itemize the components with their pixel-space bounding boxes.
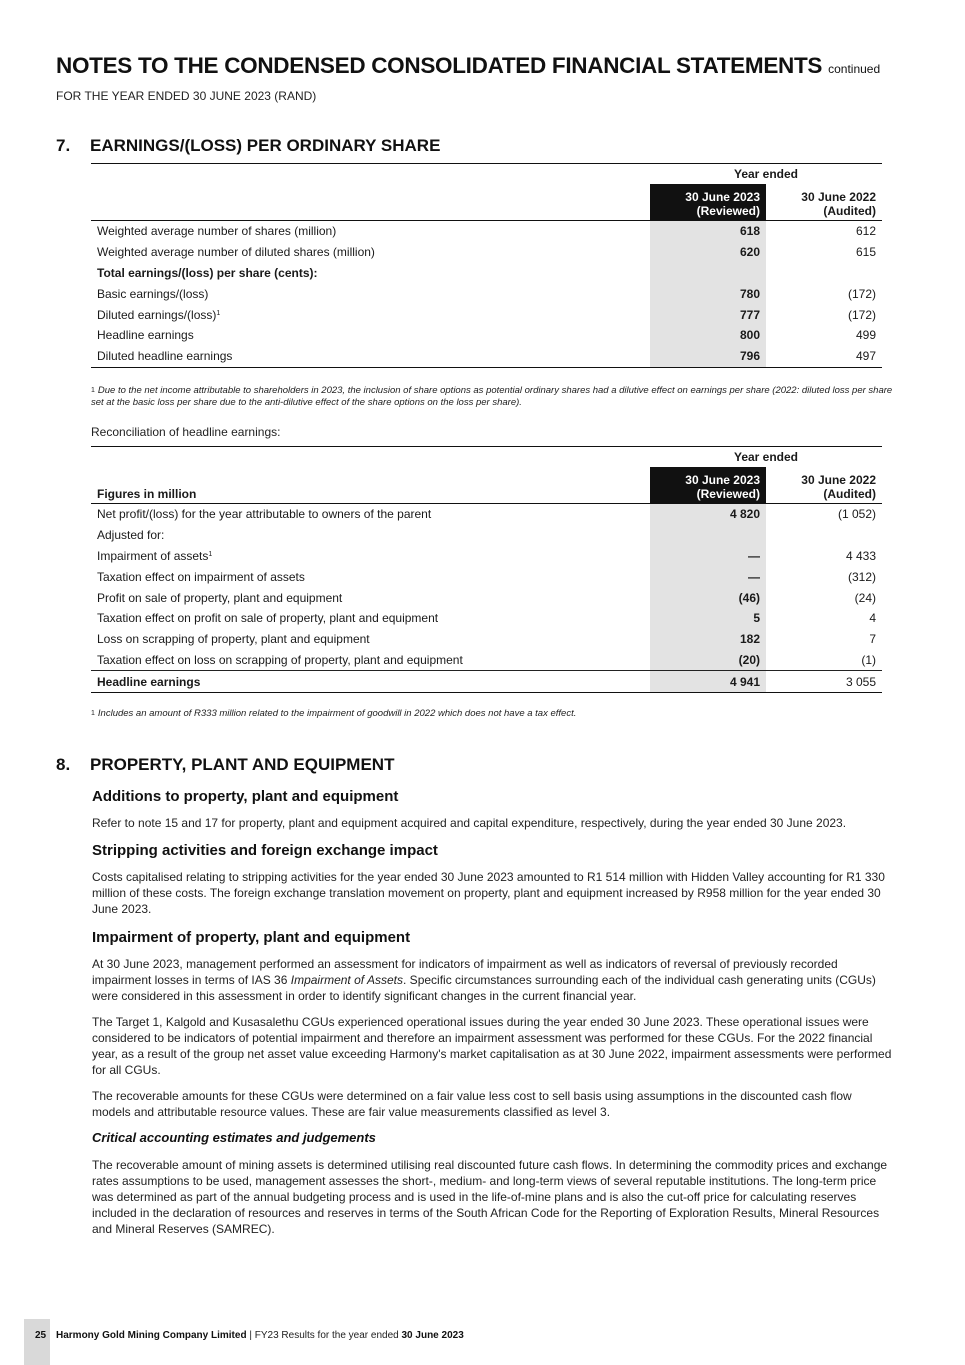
- table-row: [91, 263, 882, 284]
- eps-table: [91, 163, 882, 368]
- value-2022: (312): [847, 569, 876, 584]
- col-header-2023: 30 June 2023 (Reviewed): [650, 184, 766, 221]
- value-2022: 497: [766, 346, 882, 367]
- table-row: [91, 546, 882, 567]
- value-2022: [766, 263, 882, 284]
- page-title: [56, 53, 880, 79]
- headline-footnote: $^1$ Includes an amount of R333 million related to the impairment of goodwill in 2022 which does not have a tax effect.: [91, 708, 577, 719]
- table-row: [91, 325, 882, 346]
- footnote-marker: 1: [216, 309, 221, 317]
- impairment-heading: Impairment of property, plant and equipment: [92, 929, 411, 946]
- value-2022: 4: [869, 611, 876, 626]
- table-row-total: [91, 671, 882, 693]
- note7-heading: [56, 136, 440, 156]
- page-number: 25: [35, 1330, 47, 1341]
- note7-number: 7.: [56, 136, 71, 155]
- value-2023: 796: [650, 346, 766, 367]
- value-2022: (172): [847, 286, 876, 301]
- table-row: [91, 587, 882, 608]
- value-2023: 4 941: [650, 671, 766, 693]
- row-label: Taxation effect on impairment of assets: [97, 569, 305, 584]
- row-label: Adjusted for:: [97, 528, 165, 543]
- value-2023: 618: [650, 221, 766, 242]
- value-2023: 777: [650, 304, 766, 325]
- row-label: Weighted average number of shares (million): [97, 224, 337, 239]
- table-row: [91, 283, 882, 304]
- footer-text: Harmony Gold Mining Company Limited | FY23 Results for the year ended 30 June 2023: [56, 1330, 464, 1341]
- value-2022: 7: [869, 632, 876, 647]
- row-label: Headline earnings: [91, 671, 650, 693]
- table-row: [91, 650, 882, 671]
- value-2023: [650, 263, 766, 284]
- row-label: Weighted average number of diluted shares (million): [97, 245, 375, 260]
- page-subtitle: FOR THE YEAR ENDED 30 JUNE 2023 (RAND): [56, 89, 317, 103]
- critical-text: The recoverable amount of mining assets is determined utilising real discounted future cash flows. In determining the commodity prices and exchange rates assumptions to be used, management assesses the short-, medium- and long-term views of several reputable institutions. The long-term price was determined as part of the annual budgeting process and is used in the life-of-mine plans and is also the cut-off price for calculating reserves included in the declaration of resources and reserves in terms of the South African Code for the Reporting of Exploration Results, Mineral Resources and Mineral Reserves (SAMREC).: [92, 1158, 888, 1236]
- value-2023: 4 820: [650, 504, 766, 525]
- value-2023: 5: [650, 608, 766, 629]
- stripping-text: Costs capitalised relating to stripping activities for the year ended 30 June 2023 amounted to R1 514 million with Hidden Valley accounting for R1 330 million of these costs. The foreign exchange translation movement on property, plant and equipment increased by R958 million for the year ended 30 June 2023.: [92, 870, 885, 916]
- page-title-text: NOTES TO THE CONDENSED CONSOLIDATED FINANCIAL STATEMENTS: [56, 53, 823, 78]
- value-2023: (46): [650, 587, 766, 608]
- note7-title: EARNINGS/(LOSS) PER ORDINARY SHARE: [90, 136, 441, 155]
- headline-earnings-table: [91, 446, 882, 693]
- row-label: Total earnings/(loss) per share (cents):: [97, 265, 318, 280]
- col-header-2022: 30 June 2022 (Audited): [766, 467, 882, 504]
- value-2022: 3 055: [766, 671, 882, 693]
- footnote-marker: 1: [208, 550, 213, 558]
- table-row: [91, 525, 882, 546]
- value-2023: —: [650, 546, 766, 567]
- col-header-2022: 30 June 2022 (Audited): [766, 184, 882, 221]
- impairment-paragraph-1: At 30 June 2023, management performed an assessment for indicators of impairment as well as indicators of reversal of previously recorded impairment losses in terms of IAS 36 Impairment of Assets. Specific circumstances surrounding each of the individual cash generating units (CGUs) were considered in this assessment in order to identify significant changes in the current financial year.: [92, 957, 876, 1003]
- table-row: [91, 566, 882, 587]
- row-label: Taxation effect on profit on sale of property, plant and equipment: [97, 611, 439, 626]
- value-2022: 615: [855, 245, 876, 260]
- footer-bar: [24, 1319, 50, 1365]
- row-label: Headline earnings: [97, 328, 194, 343]
- col-header-2023: 30 June 2023 (Reviewed): [650, 467, 766, 504]
- stripping-heading: Stripping activities and foreign exchange impact: [92, 842, 438, 859]
- table-row: [91, 608, 882, 629]
- row-label: Taxation effect on loss on scrapping of property, plant and equipment: [91, 650, 650, 671]
- value-2022: [766, 525, 882, 546]
- value-2022: 612: [855, 224, 876, 239]
- value-2023: —: [650, 566, 766, 587]
- value-2023: 800: [650, 325, 766, 346]
- note8-heading: [56, 755, 394, 775]
- row-label: Impairment of assets$^1$: [97, 548, 213, 563]
- value-2023: 780: [650, 283, 766, 304]
- additions-text: Refer to note 15 and 17 for property, plant and equipment acquired and capital expenditure, respectively, during the year ended 30 June 2023.: [92, 816, 847, 830]
- value-2022: (1 052): [837, 507, 876, 522]
- value-2022: 4 433: [845, 548, 876, 563]
- table-row: [91, 629, 882, 650]
- reconciliation-intro: Reconciliation of headline earnings:: [91, 425, 281, 439]
- row-label: Loss on scrapping of property, plant and equipment: [97, 632, 370, 647]
- additions-heading: Additions to property, plant and equipment: [92, 788, 399, 805]
- table-row: [91, 221, 882, 242]
- row-label: Basic earnings/(loss): [97, 286, 209, 301]
- value-2022: (24): [854, 590, 876, 605]
- value-2022: (172): [847, 307, 876, 322]
- value-2023: 620: [650, 242, 766, 263]
- value-2023: [650, 525, 766, 546]
- note8-number: 8.: [56, 755, 71, 774]
- row-label: Profit on sale of property, plant and equipment: [97, 590, 343, 605]
- year-ended-label: Year ended: [650, 447, 882, 468]
- value-2022: (1): [766, 650, 882, 671]
- table-row: [91, 242, 882, 263]
- value-2023: 182: [650, 629, 766, 650]
- year-ended-label: Year ended: [650, 164, 882, 185]
- table-row: [91, 304, 882, 325]
- note8-title: PROPERTY, PLANT AND EQUIPMENT: [90, 755, 395, 774]
- critical-heading: Critical accounting estimates and judgements: [92, 1130, 376, 1145]
- row-label: Net profit/(loss) for the year attributable to owners of the parent: [97, 507, 432, 522]
- impairment-paragraph-2: The Target 1, Kalgold and Kusasalethu CGUs experienced operational issues during the year ended 30 June 2023. These operational issues were considered to be indicators of potential impairment and therefore an impairment assessment was performed for these CGUs. For the 2022 financial year, as a result of the group net asset value exceeding Harmony's market capitalisation as at 30 June 2022, impairment assessments were performed for all CGUs.: [92, 1015, 892, 1077]
- table-row: [91, 504, 882, 525]
- impairment-paragraph-3: The recoverable amounts for these CGUs were determined on a fair value less cost to sell basis using assumptions in the discounted cash flow models and attributable resource values. These are fair value measurements classified as level 3.: [92, 1089, 852, 1119]
- row-label: Diluted earnings/(loss)$^1$: [97, 307, 221, 322]
- value-2023: (20): [650, 650, 766, 671]
- table-row: [91, 346, 882, 367]
- row-label: Diluted headline earnings: [91, 346, 650, 367]
- eps-footnote: $^1$ Due to the net income attributable to shareholders in 2023, the inclusion of share options as potential ordinary shares had a dilutive effect on earnings per share (2022: diluted loss per share set at the basic loss per share due to the anti-dilutive effect of the share options on the loss per share).: [91, 385, 893, 408]
- continued-label: continued: [828, 62, 881, 76]
- figures-in-million-label: Figures in million: [91, 467, 650, 504]
- value-2022: 499: [855, 328, 876, 343]
